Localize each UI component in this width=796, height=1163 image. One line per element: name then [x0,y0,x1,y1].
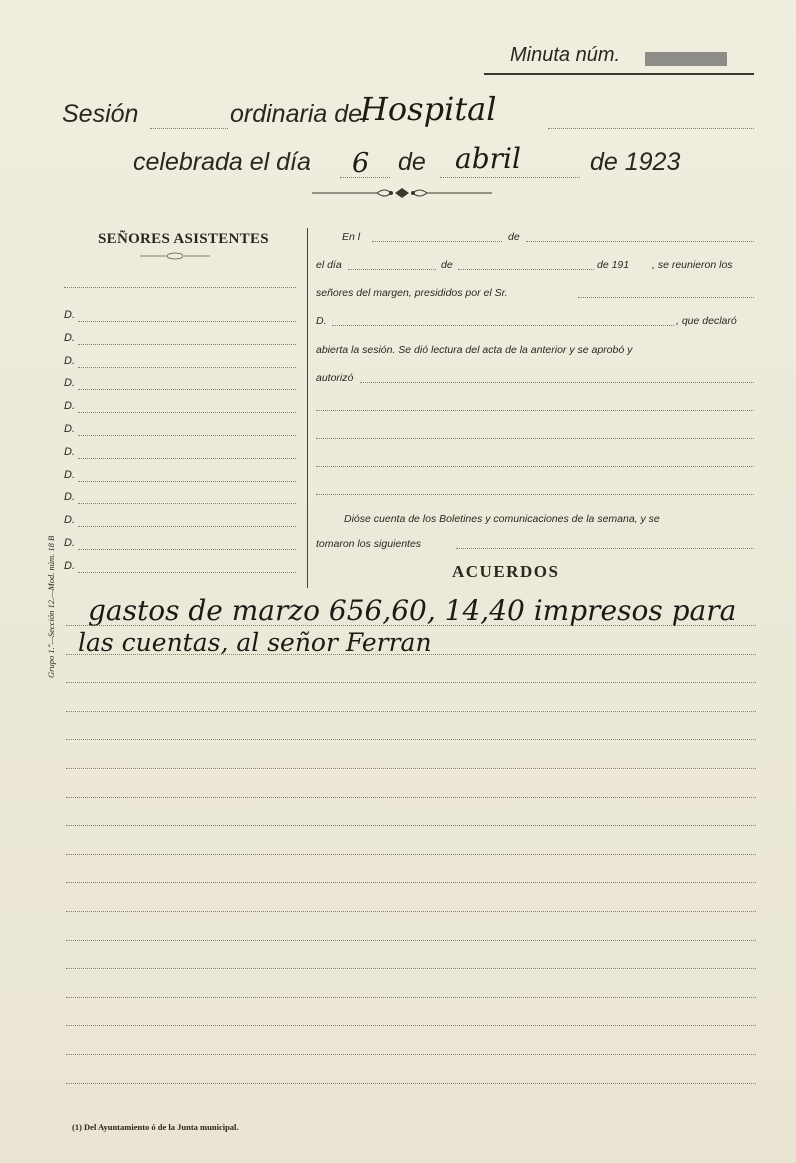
column-divider [307,228,308,588]
ruled-line [66,682,756,683]
dotted-line [348,269,436,270]
form-de-2: de [441,259,453,271]
attendee-label: D. [64,377,75,389]
attendee-label: D. [64,491,75,503]
ruled-line [66,625,756,626]
minuta-number-stamp [645,52,727,66]
form-year: de 191 [597,259,630,271]
dotted-line [458,269,594,270]
ornament-divider [312,186,492,200]
session-type: ordinaria del [230,100,368,128]
ruled-line [66,854,756,855]
handwritten-agreement-line-2: las cuentas, al señor Ferran [78,628,432,657]
small-ornament [140,252,210,260]
attendee-line [78,481,296,482]
form-reunieron: , se reunieron los [652,259,733,271]
form-el-dia: el día [316,259,342,271]
ruled-line [66,797,756,798]
attendee-label: D. [64,400,75,412]
year-label: de 1923 [590,148,681,176]
attendee-line [78,526,296,527]
form-line4: abierta la sesión. Se dió lectura del acta de la anterior y se aprobó y [316,344,633,356]
form-de: de [508,231,520,243]
dotted-line [340,177,390,178]
handwritten-day: 6 [352,148,370,179]
form-boletines: Dióse cuenta de los Boletines y comunicaciones de la semana, y se [344,513,660,525]
attendee-label: D. [64,514,75,526]
ruled-line [66,711,756,712]
dotted-line [578,297,754,298]
attendee-line [78,458,296,459]
ruled-line [66,1054,756,1055]
minuta-rule [484,73,754,75]
ruled-line [66,911,756,912]
attendee-line [78,503,296,504]
dotted-line [316,438,754,439]
dotted-line [316,466,754,467]
attendee-line [78,435,296,436]
form-en: En l [342,231,361,243]
ruled-line [66,882,756,883]
form-line2: señores del margen, presididos por el Sr. [316,287,508,299]
attendee-line [78,367,296,368]
attendee-label: D. [64,537,75,549]
de-label: de [398,148,426,176]
acuerdos-title: ACUERDOS [452,562,560,581]
dotted-line [316,494,754,495]
form-tomaron: tomaron los siguientes [316,538,422,550]
dotted-line [440,177,580,178]
form-d-label: D. [316,315,327,327]
form-que-declaro: , que declaró [676,315,737,327]
attendee-label: D. [64,332,75,344]
attendee-line [78,344,296,345]
attendee-line [78,412,296,413]
attendee-label: D. [64,446,75,458]
ruled-line [66,825,756,826]
handwritten-month: abril [455,142,521,175]
minuta-label: Minuta núm. [510,44,621,66]
attendee-line [78,389,296,390]
dotted-line [316,410,754,411]
dotted-line [548,128,754,129]
dotted-line [64,287,296,288]
session-label: Sesión [62,100,139,128]
ruled-line [66,1025,756,1026]
dotted-line [360,382,754,383]
attendee-label: D. [64,309,75,321]
attendee-label: D. [64,469,75,481]
footnote: (1) Del Ayuntamiento ó de la Junta municipal. [72,1122,239,1132]
attendees-title: SEÑORES ASISTENTES [98,231,269,247]
attendee-line [78,572,296,573]
dotted-line [150,128,228,129]
dotted-line [456,548,754,549]
attendee-label: D. [64,560,75,572]
celebrated-label: celebrada el día [133,148,311,176]
attendee-label: D. [64,355,75,367]
ruled-line [66,768,756,769]
ruled-line [66,654,756,655]
ruled-line [66,739,756,740]
handwritten-agreement-line-1: gastos de marzo 656,60, 14,40 impresos para [88,594,737,627]
dotted-line [332,325,674,326]
form-line5: autorizó [316,372,354,384]
ruled-line [66,968,756,969]
attendee-line [78,321,296,322]
side-note: Grupo 1.º—Sección 12.—Mod. núm. 18 B [46,535,56,678]
ruled-line [66,940,756,941]
attendee-line [78,549,296,550]
ruled-line [66,997,756,998]
attendee-label: D. [64,423,75,435]
handwritten-institution: Hospital [360,90,497,128]
ruled-line [66,1083,756,1084]
dotted-line [372,241,502,242]
dotted-line [526,241,754,242]
